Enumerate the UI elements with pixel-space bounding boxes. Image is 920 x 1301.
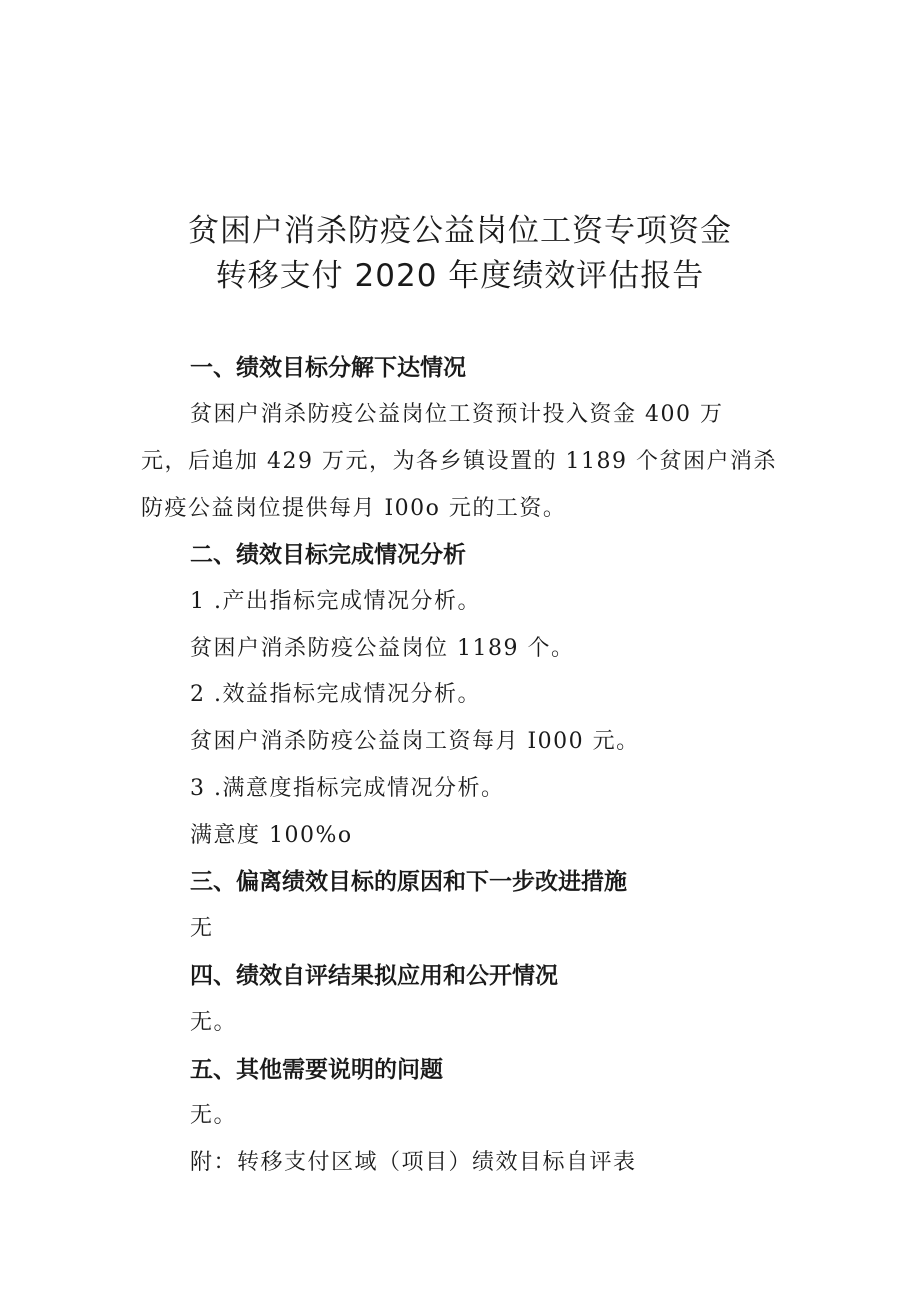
section2-item1-title: 1 .产出指标完成情况分析。 <box>190 589 481 614</box>
section2-item3-title: 3 .满意度指标完成情况分析。 <box>190 776 505 801</box>
report-title-line-1: 贫困户消杀防疫公益岗位工资专项资金 <box>188 213 732 249</box>
section2-item2-title: 2 .效益指标完成情况分析。 <box>190 682 481 707</box>
section5-heading: 五、其他需要说明的问题 <box>190 1057 443 1083</box>
section4-text: 无。 <box>190 1010 238 1035</box>
section5-text: 无。 <box>190 1103 238 1128</box>
section2-item2-text: 贫困户消杀防疫公益岗工资每月 I000 元。 <box>190 729 640 754</box>
section4-heading: 四、绩效自评结果拟应用和公开情况 <box>190 963 558 989</box>
section1-paragraph-line-1: 贫困户消杀防疫公益岗位工资预计投入资金 400 万 <box>190 402 724 427</box>
section2-item1-text: 贫困户消杀防疫公益岗位 1189 个。 <box>190 636 575 661</box>
section1-heading: 一、绩效目标分解下达情况 <box>190 355 466 381</box>
report-title-line-2: 转移支付 2020 年度绩效评估报告 <box>215 258 705 294</box>
section2-item3-text: 满意度 100%o <box>190 823 353 848</box>
section3-heading: 三、偏离绩效目标的原因和下一步改进措施 <box>190 869 627 895</box>
section1-paragraph-line-2: 元，后追加 429 万元，为各乡镇设置的 1189 个贫困户消杀 <box>141 449 777 474</box>
section3-text: 无 <box>190 916 214 941</box>
section2-heading: 二、绩效目标完成情况分析 <box>190 542 466 568</box>
section1-paragraph-line-3: 防疫公益岗位提供每月 I00o 元的工资。 <box>141 496 567 521</box>
attachment-note: 附：转移支付区域（项目）绩效目标自评表 <box>190 1150 637 1175</box>
